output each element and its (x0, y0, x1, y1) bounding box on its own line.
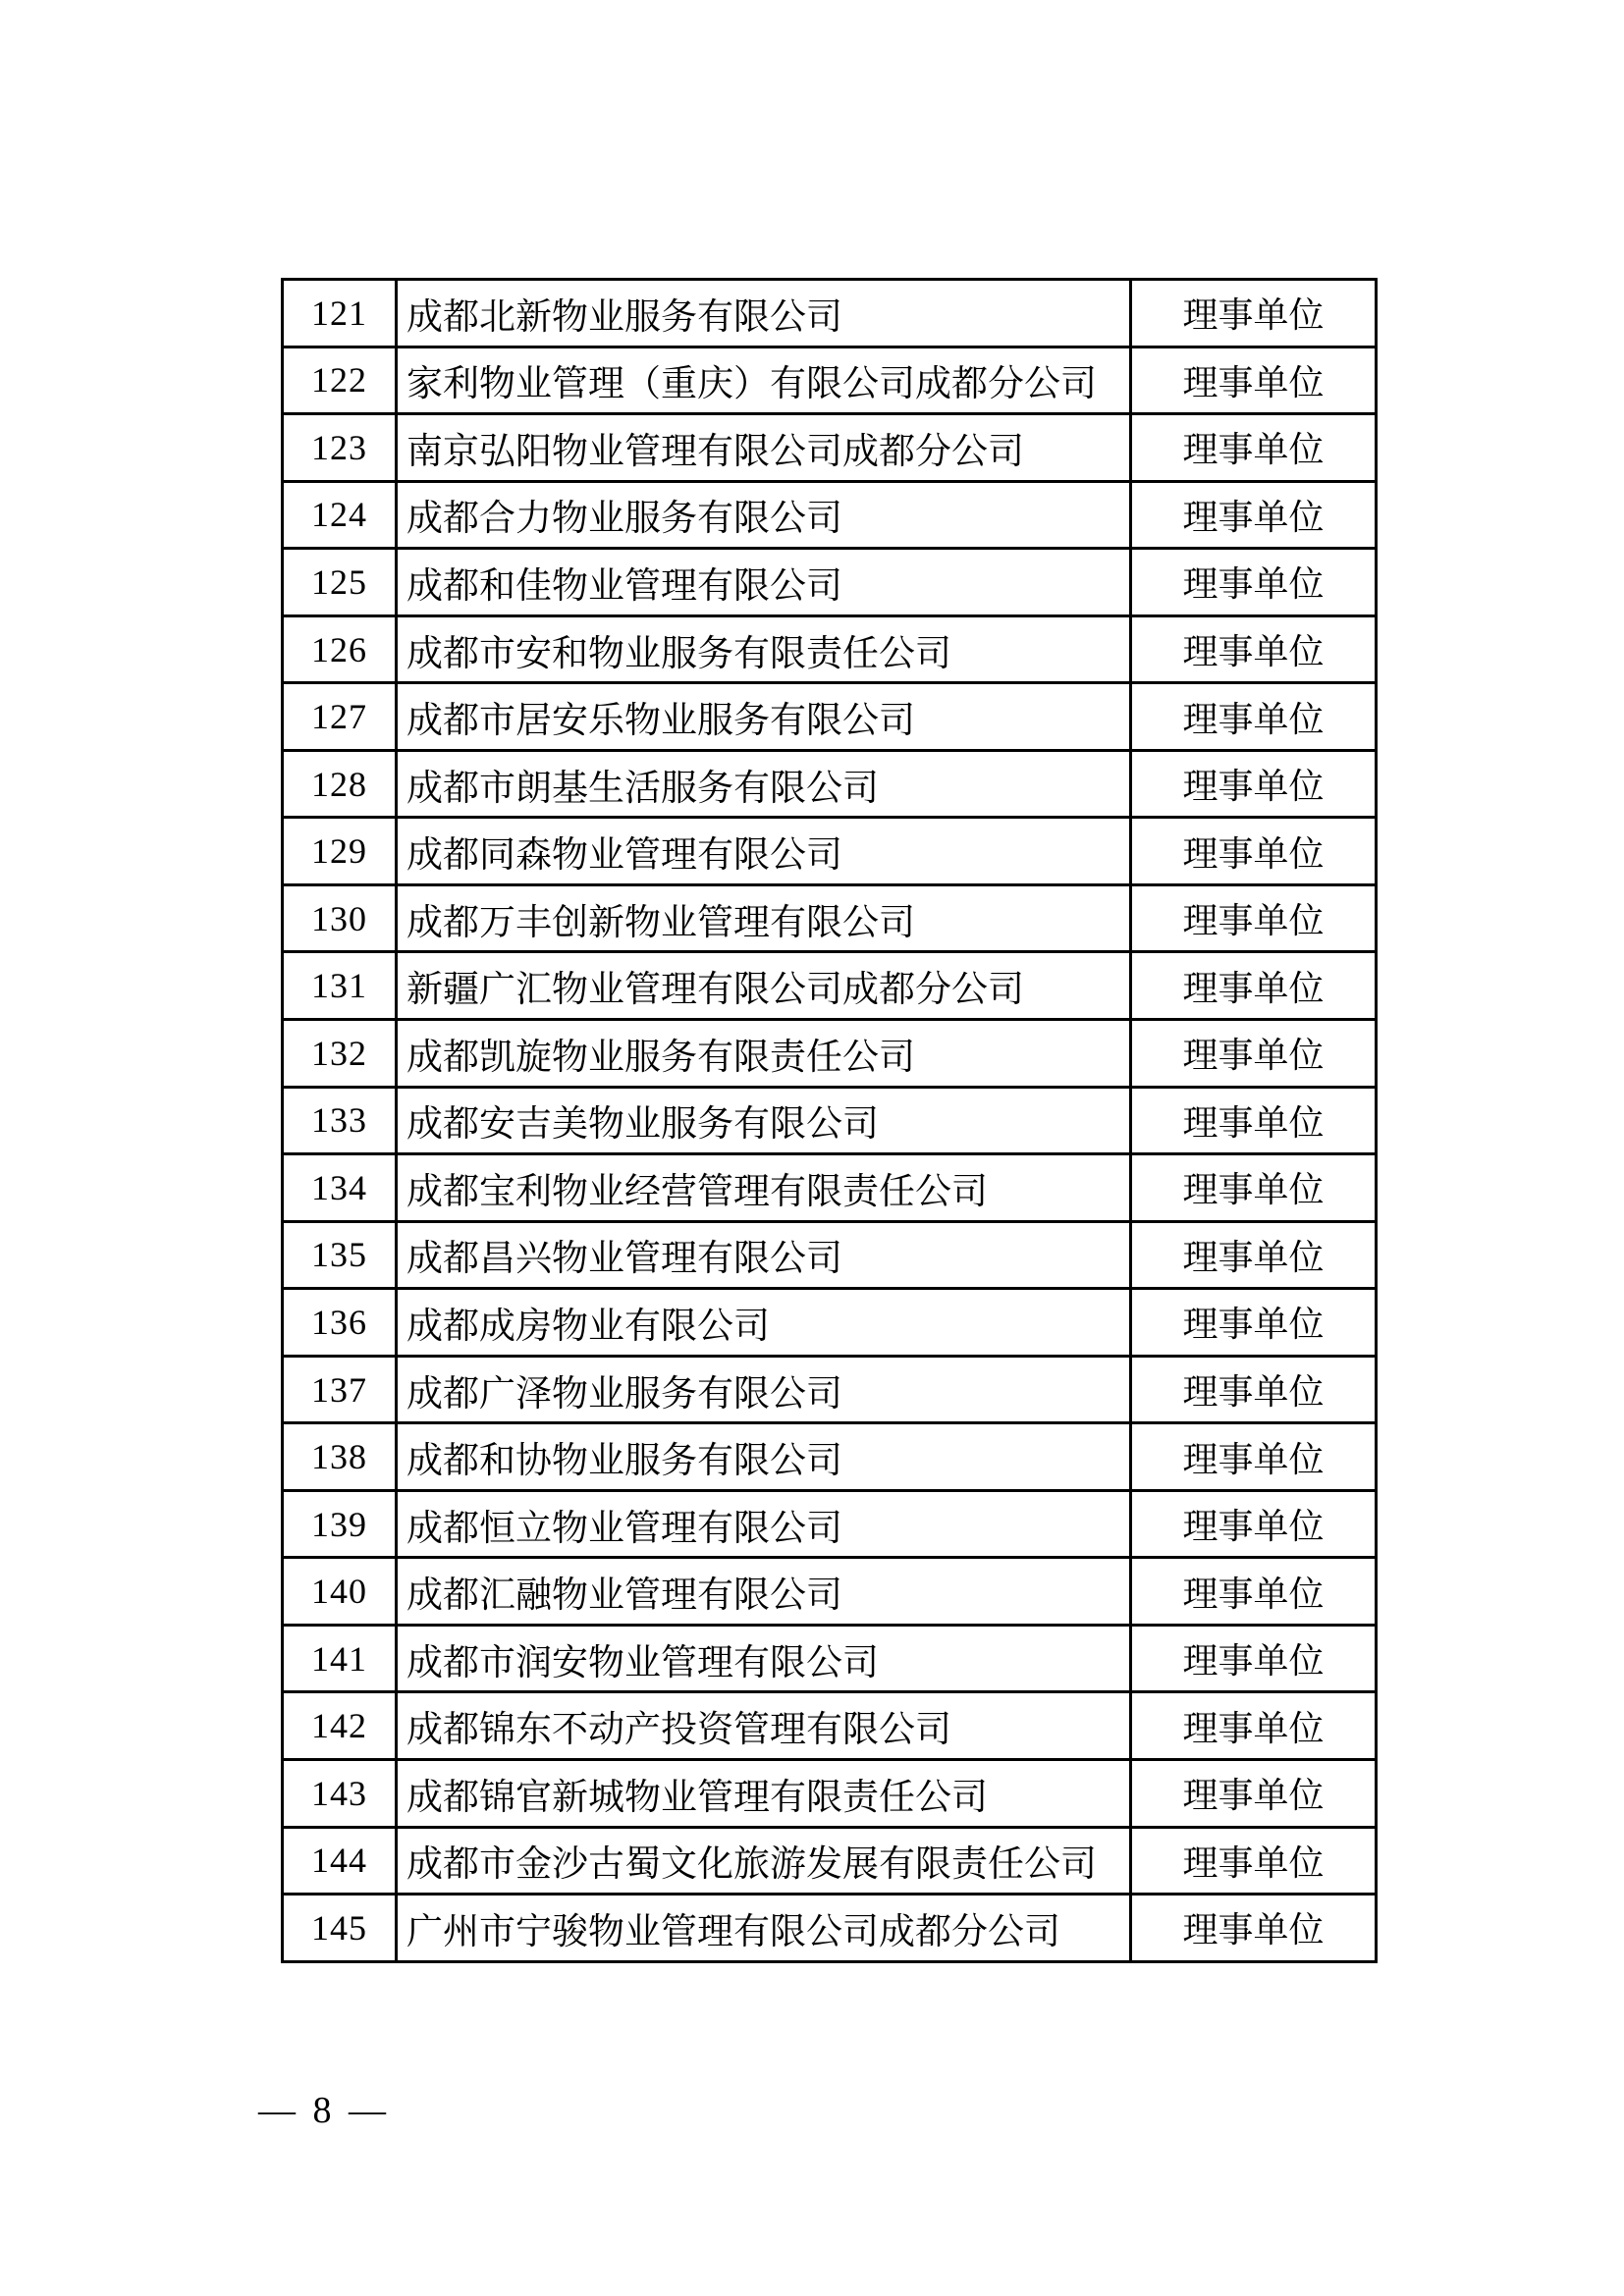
table-row (284, 415, 1375, 483)
table-row (284, 550, 1375, 617)
company-name-cell: 成都合力物业服务有限公司 (398, 483, 1132, 548)
table-row (284, 1155, 1375, 1223)
membership-type-cell: 理事单位 (1182, 1170, 1325, 1210)
membership-type-cell: 理事单位 (1182, 1574, 1325, 1614)
company-name-cell: 成都凯旋物业服务有限责任公司 (398, 1021, 1132, 1086)
company-name-cell: 成都恒立物业管理有限公司 (398, 1492, 1132, 1557)
membership-type-cell: 理事单位 (1182, 1641, 1325, 1682)
company-name-cell: 新疆广汇物业管理有限公司成都分公司 (398, 953, 1132, 1018)
membership-type-cell: 理事单位 (1182, 1842, 1325, 1883)
company-name-cell: 广州市宁骏物业管理有限公司成都分公司 (398, 1896, 1132, 1960)
company-name-cell: 成都万丰创新物业管理有限公司 (398, 886, 1132, 951)
table-row (284, 1492, 1375, 1560)
membership-type-cell: 理事单位 (1182, 362, 1325, 402)
row-number-cell: 144 (284, 1829, 398, 1894)
table-row (284, 886, 1375, 954)
membership-type-cell: 理事单位 (1182, 1708, 1325, 1748)
membership-type-cell: 理事单位 (1182, 1776, 1325, 1816)
membership-type-cell: 理事单位 (1182, 1507, 1325, 1547)
company-name-cell: 成都锦官新城物业管理有限责任公司 (398, 1761, 1132, 1826)
membership-type-cell: 理事单位 (1182, 699, 1325, 739)
company-name-cell: 成都成房物业有限公司 (398, 1290, 1132, 1355)
membership-type-cell: 理事单位 (1182, 564, 1325, 605)
row-number-cell: 142 (284, 1693, 398, 1758)
membership-type-cell: 理事单位 (1182, 968, 1325, 1008)
row-number-cell: 129 (284, 819, 398, 883)
company-name-cell: 南京弘阳物业管理有限公司成都分公司 (398, 415, 1132, 480)
company-name-cell: 成都昌兴物业管理有限公司 (398, 1223, 1132, 1288)
company-name-cell: 成都市朗基生活服务有限公司 (398, 752, 1132, 817)
row-number-cell: 138 (284, 1424, 398, 1489)
membership-type-cell: 理事单位 (1182, 1102, 1325, 1143)
table-row (284, 684, 1375, 752)
table-row (284, 1693, 1375, 1761)
row-number-cell: 121 (284, 281, 398, 346)
table-row (284, 1424, 1375, 1492)
company-name-cell: 成都同森物业管理有限公司 (398, 819, 1132, 883)
company-name-cell: 成都安吉美物业服务有限公司 (398, 1089, 1132, 1153)
table-row (284, 1290, 1375, 1358)
membership-type-cell: 理事单位 (1182, 632, 1325, 671)
table-row (284, 819, 1375, 886)
company-name-cell: 成都市居安乐物业服务有限公司 (398, 684, 1132, 749)
membership-type-cell: 理事单位 (1182, 901, 1325, 941)
company-name-cell: 成都锦东不动产投资管理有限公司 (398, 1693, 1132, 1758)
membership-type-cell: 理事单位 (1182, 1910, 1325, 1950)
member-unit-table (281, 278, 1378, 1963)
row-number-cell: 141 (284, 1627, 398, 1691)
row-number-cell: 128 (284, 752, 398, 817)
company-name-cell: 成都市安和物业服务有限责任公司 (398, 617, 1132, 682)
membership-type-cell: 理事单位 (1182, 833, 1325, 874)
row-number-cell: 143 (284, 1761, 398, 1826)
table-row (284, 1829, 1375, 1896)
membership-type-cell: 理事单位 (1182, 430, 1325, 470)
membership-type-cell: 理事单位 (1182, 767, 1325, 807)
company-name-cell: 成都汇融物业管理有限公司 (398, 1559, 1132, 1624)
company-name-cell: 家利物业管理（重庆）有限公司成都分公司 (398, 348, 1132, 413)
page-number: — 8 — (258, 2090, 386, 2131)
company-name-cell: 成都市金沙古蜀文化旅游发展有限责任公司 (398, 1829, 1132, 1894)
row-number-cell: 122 (284, 348, 398, 413)
row-number-cell: 130 (284, 886, 398, 951)
company-name-cell: 成都北新物业服务有限公司 (398, 281, 1132, 346)
table-row (284, 752, 1375, 820)
company-name-cell: 成都和佳物业管理有限公司 (398, 550, 1132, 614)
company-name-cell: 成都广泽物业服务有限公司 (398, 1358, 1132, 1422)
membership-type-cell: 理事单位 (1182, 497, 1325, 537)
row-number-cell: 135 (284, 1223, 398, 1288)
company-name-cell: 成都宝利物业经营管理有限责任公司 (398, 1155, 1132, 1220)
table-row (284, 1761, 1375, 1829)
row-number-cell: 145 (284, 1896, 398, 1960)
table-row (284, 1559, 1375, 1627)
row-number-cell: 131 (284, 953, 398, 1018)
row-number-cell: 139 (284, 1492, 398, 1557)
table-row (284, 1358, 1375, 1425)
table-row (284, 1021, 1375, 1089)
membership-type-cell: 理事单位 (1182, 295, 1325, 336)
company-name-cell: 成都市润安物业管理有限公司 (398, 1627, 1132, 1691)
table-row (284, 1223, 1375, 1291)
membership-type-cell: 理事单位 (1182, 1305, 1325, 1345)
membership-type-cell: 理事单位 (1182, 1237, 1325, 1277)
membership-type-cell: 理事单位 (1182, 1372, 1325, 1413)
row-number-cell: 132 (284, 1021, 398, 1086)
table-row (284, 1627, 1375, 1694)
row-number-cell: 126 (284, 617, 398, 682)
row-number-cell: 127 (284, 684, 398, 749)
row-number-cell: 134 (284, 1155, 398, 1220)
row-number-cell: 136 (284, 1290, 398, 1355)
row-number-cell: 125 (284, 550, 398, 614)
table-row (284, 281, 1375, 348)
table-row (284, 617, 1375, 685)
table-row (284, 953, 1375, 1021)
row-number-cell: 137 (284, 1358, 398, 1422)
table-row (284, 483, 1375, 551)
table-row (284, 1896, 1375, 1960)
row-number-cell: 133 (284, 1089, 398, 1153)
membership-type-cell: 理事单位 (1182, 1036, 1325, 1076)
company-name-cell: 成都和协物业服务有限公司 (398, 1424, 1132, 1489)
table-row (284, 1089, 1375, 1156)
membership-type-cell: 理事单位 (1182, 1439, 1325, 1479)
row-number-cell: 124 (284, 483, 398, 548)
table-row (284, 348, 1375, 416)
row-number-cell: 140 (284, 1559, 398, 1624)
row-number-cell: 123 (284, 415, 398, 480)
